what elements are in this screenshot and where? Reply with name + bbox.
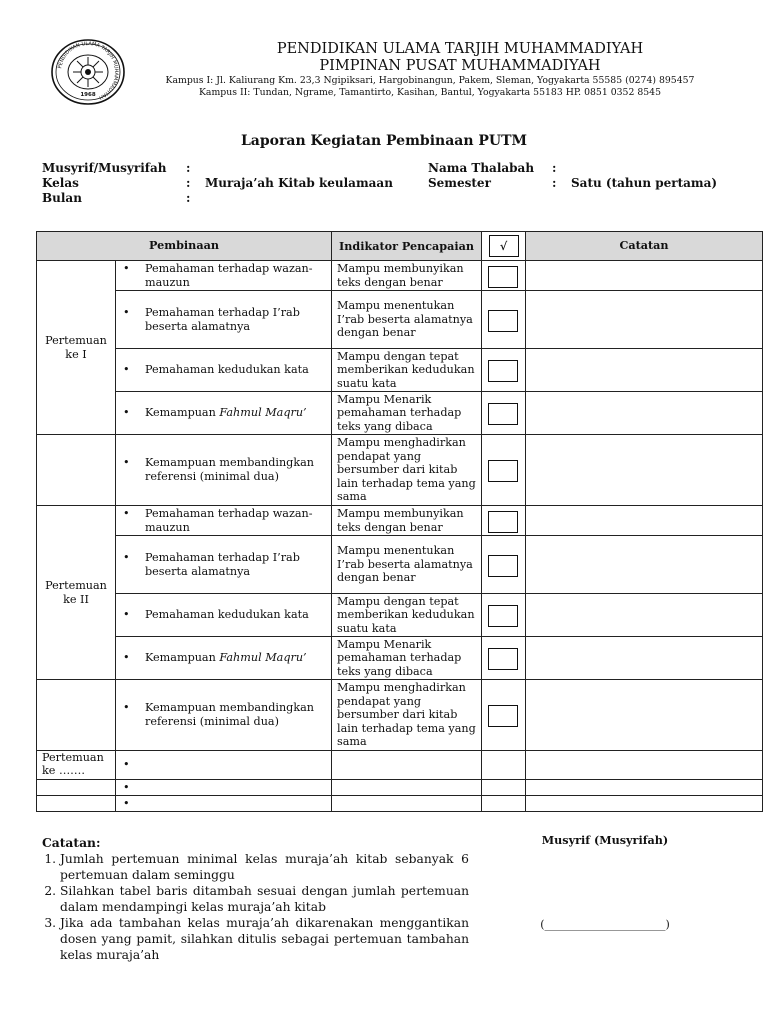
check-box[interactable] — [488, 555, 518, 577]
indicator-cell[interactable] — [332, 751, 482, 780]
notes-list — [42, 851, 469, 963]
table-row — [37, 796, 763, 812]
item-text: Pemahaman terhadap I’rab beserta alamatnya — [145, 550, 300, 578]
indicator-text: Mampu dengan tepat memberikan kedudukan suatu kata — [332, 594, 482, 637]
meeting-n-label: Pertemuan ke ……. — [37, 751, 116, 780]
musyrif-label: Musyrif/Musyrifah — [42, 161, 167, 175]
note-item: 3. Jika ada tambahan kelas muraja’ah dikarenakan menggantikan dosen yang pamit, silahkan ditulis sebagai pertemuan tambahan kelas muraja’ah — [60, 915, 469, 963]
item-text: Kemampuan — [145, 651, 220, 665]
check-box[interactable] — [488, 511, 518, 533]
indicator-text: Mampu membunyikan teks dengan benar — [332, 261, 482, 291]
meeting-1-label: Pertemuan ke I — [37, 261, 116, 435]
notes-heading: Catatan: — [42, 835, 101, 850]
bullet: • — [123, 406, 130, 420]
note-cell[interactable] — [526, 780, 763, 796]
kelas-value: Muraja’ah Kitab keulamaan — [205, 176, 393, 190]
bullet: • — [123, 363, 130, 377]
bulan-label: Bulan — [42, 191, 82, 205]
indicator-cell[interactable] — [332, 780, 482, 796]
note-cell[interactable] — [526, 680, 763, 751]
indicator-text: Mampu Menarik pemahaman terhadap teks yang dibaca — [332, 637, 482, 680]
kelas-label: Kelas — [42, 176, 79, 190]
parent-organization: PIMPINAN PUSAT MUHAMMADIYAH — [319, 58, 601, 74]
bullet: • — [123, 608, 130, 622]
check-box[interactable] — [488, 360, 518, 382]
check-box[interactable] — [488, 403, 518, 425]
semester-value: Satu (tahun pertama) — [571, 176, 718, 190]
header-check — [482, 232, 526, 261]
check-cell[interactable] — [482, 751, 526, 780]
nama-thalabah-label: Nama Thalabah — [428, 161, 535, 175]
note-cell[interactable] — [526, 435, 763, 506]
table-row — [37, 751, 763, 780]
note-cell[interactable] — [526, 291, 763, 349]
logo-ring-text: PENDIDIKAN ULAMA TARJIH MUHAMMADIYAH — [57, 40, 120, 101]
indicator-text: Mampu menghadirkan pendapat yang bersumber dari kitab lain terhadap tema yang sama — [332, 435, 482, 506]
table-row — [37, 506, 763, 536]
table-row — [37, 780, 763, 796]
item-text-italic: Fahmul Maqru’ — [219, 651, 307, 665]
signature-line[interactable]: (______________________) — [540, 918, 670, 931]
signature-label: Musyrif (Musyrifah) — [541, 833, 669, 847]
bullet: • — [123, 701, 130, 715]
semester-colon: : — [552, 176, 557, 190]
item-text: Kemampuan membandingkan referensi (minimal dua) — [145, 701, 314, 728]
item-text: Kemampuan membandingkan referensi (minimal dua) — [145, 456, 314, 483]
table-row — [37, 680, 763, 751]
nama-thalabah-colon: : — [552, 161, 557, 175]
semester-label: Semester — [428, 176, 491, 190]
report-table — [36, 231, 763, 812]
check-box[interactable] — [488, 266, 518, 288]
bullet: • — [123, 456, 130, 470]
check-mark-icon: √ — [489, 235, 519, 257]
item-text: Pemahaman terhadap wazan-mauzun — [145, 506, 313, 534]
note-item: 2. Silahkan tabel baris ditambah sesuai dengan jumlah pertemuan dalam mendampingi kelas muraja’ah kitab — [60, 883, 469, 915]
check-box[interactable] — [488, 310, 518, 332]
note-cell[interactable] — [526, 392, 763, 435]
check-box[interactable] — [488, 648, 518, 670]
note-cell[interactable] — [526, 751, 763, 780]
item-text: Pemahaman terhadap I’rab beserta alamatnya — [145, 305, 300, 333]
indicator-text: Mampu Menarik pemahaman terhadap teks yang dibaca — [332, 392, 482, 435]
bullet: • — [123, 261, 130, 275]
header-pembinaan: Pembinaan — [37, 232, 332, 261]
empty-cell — [37, 680, 116, 751]
putm-logo-icon — [50, 38, 126, 106]
header-catatan: Catatan — [526, 232, 763, 261]
bullet: • — [123, 305, 130, 319]
logo-year: 1968 — [80, 92, 96, 98]
table-row — [37, 349, 763, 392]
bullet: • — [123, 506, 130, 520]
table-row — [37, 291, 763, 349]
indicator-cell[interactable] — [332, 796, 482, 812]
table-header-row — [37, 232, 763, 261]
item-text: Pemahaman kedudukan kata — [145, 608, 309, 622]
note-item: 1. Jumlah pertemuan minimal kelas muraja’ah kitab sebanyak 6 pertemuan dalam seminggu — [60, 851, 469, 883]
table-row — [37, 435, 763, 506]
musyrif-colon: : — [186, 161, 191, 175]
item-text: Pemahaman terhadap wazan-mauzun — [145, 261, 313, 289]
bullet: • — [123, 758, 130, 772]
bullet: • — [123, 796, 130, 810]
check-cell[interactable] — [482, 796, 526, 812]
indicator-text: Mampu menentukan I’rab beserta alamatnya dengan benar — [332, 291, 482, 349]
notes-section — [42, 835, 469, 963]
kelas-colon: : — [186, 176, 191, 190]
table-row — [37, 392, 763, 435]
note-cell[interactable] — [526, 349, 763, 392]
note-cell[interactable] — [526, 594, 763, 637]
table-row — [37, 594, 763, 637]
table-row — [37, 261, 763, 291]
campus-1-address: Kampus I: Jl. Kaliurang Km. 23,3 Ngipiksari, Hargobinangun, Pakem, Sleman, Yogyakarta 55585 (0274) 895457 — [165, 75, 695, 86]
empty-cell — [37, 780, 116, 796]
note-cell[interactable] — [526, 506, 763, 536]
note-cell[interactable] — [526, 536, 763, 594]
note-cell[interactable] — [526, 796, 763, 812]
bullet: • — [123, 651, 130, 665]
empty-cell — [37, 435, 116, 506]
check-box[interactable] — [488, 705, 518, 727]
indicator-text: Mampu menentukan I’rab beserta alamatnya dengan benar — [332, 536, 482, 594]
item-text: Kemampuan — [145, 406, 220, 420]
item-text-italic: Fahmul Maqru’ — [219, 406, 307, 420]
indicator-text: Mampu membunyikan teks dengan benar — [332, 506, 482, 536]
check-cell[interactable] — [482, 780, 526, 796]
item-text: Pemahaman kedudukan kata — [145, 363, 309, 377]
bulan-colon: : — [186, 191, 191, 205]
check-box[interactable] — [488, 605, 518, 627]
check-box[interactable] — [488, 460, 518, 482]
empty-cell — [37, 796, 116, 812]
bullet: • — [123, 550, 130, 564]
header-indikator: Indikator Pencapaian — [332, 232, 482, 261]
table-row — [37, 536, 763, 594]
meeting-2-label: Pertemuan ke II — [37, 506, 116, 680]
indicator-text: Mampu dengan tepat memberikan kedudukan suatu kata — [332, 349, 482, 392]
indicator-text: Mampu menghadirkan pendapat yang bersumber dari kitab lain terhadap tema yang sama — [332, 680, 482, 751]
note-cell[interactable] — [526, 261, 763, 291]
institution-name: PENDIDIKAN ULAMA TARJIH MUHAMMADIYAH — [276, 41, 644, 57]
note-cell[interactable] — [526, 637, 763, 680]
bullet: • — [123, 780, 130, 794]
table-row — [37, 637, 763, 680]
campus-2-address: Kampus II: Tundan, Ngrame, Tamantirto, Kasihan, Bantul, Yogyakarta 55183 HP. 0851 0352 8545 — [198, 87, 661, 98]
report-title: Laporan Kegiatan Pembinaan PUTM — [240, 133, 528, 149]
